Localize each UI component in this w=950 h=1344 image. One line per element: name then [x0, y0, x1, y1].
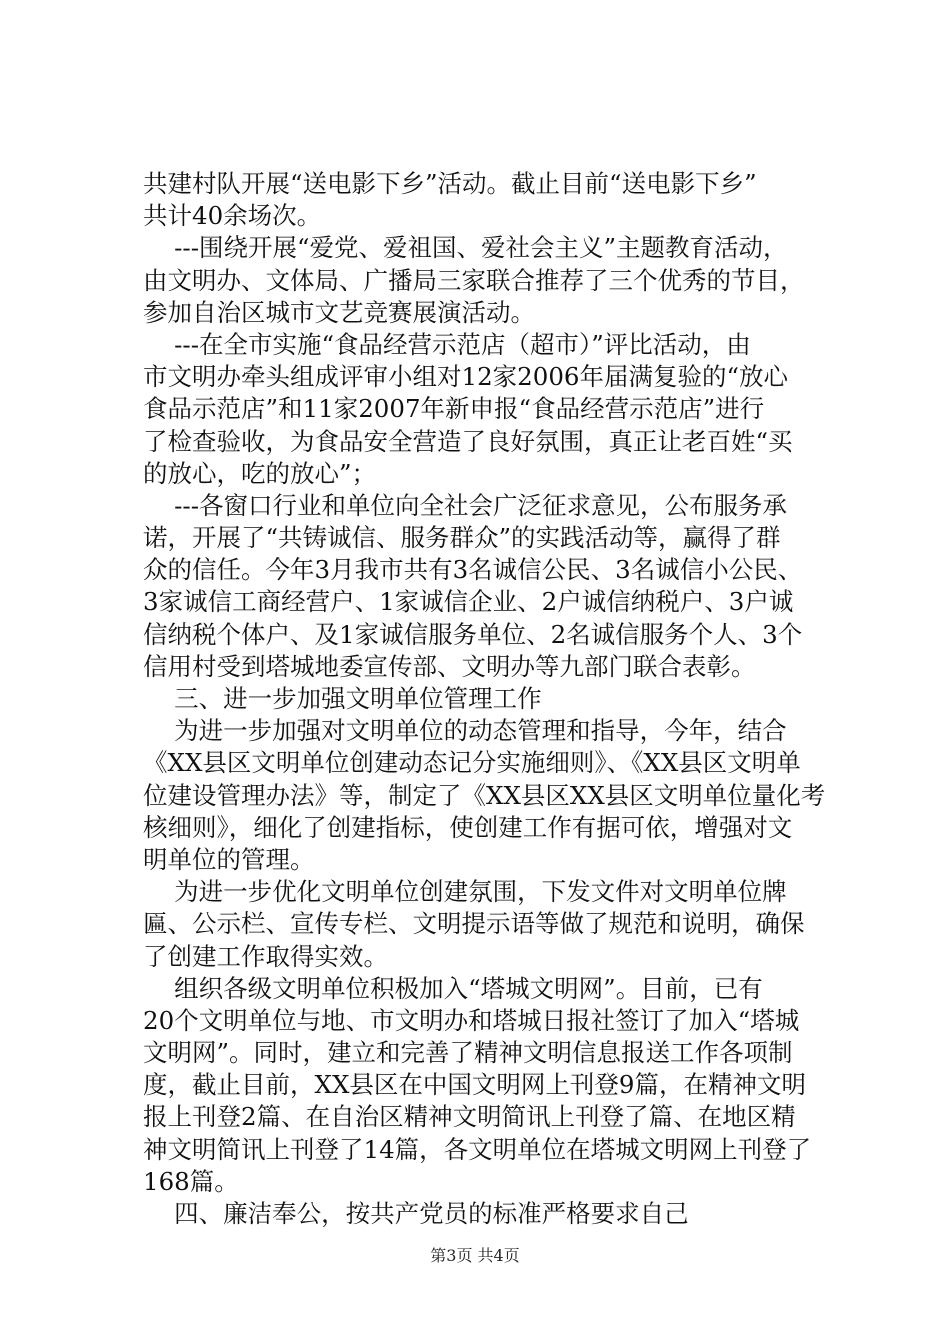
text-line: ---各窗口行业和单位向全社会广泛征求意见，公布服务承 [143, 490, 787, 520]
section-heading: 四、廉洁奉公，按共产党员的标准严格要求自己 [143, 1199, 689, 1228]
text-line: 为进一步加强对文明单位的动态管理和指导，今年，结合 [143, 716, 787, 746]
text-line: 众的信任。今年3月我市共有3名诚信公民、3名诚信小公民、 [143, 555, 803, 585]
text-line: 信纳税个体户、及1家诚信服务单位、2名诚信服务个人、3个 [143, 619, 803, 649]
text-line: 《XX县区文明单位创建动态记分实施细则》、《XX县区文明单 [143, 748, 801, 778]
text-line: 168篇。 [143, 1166, 239, 1196]
text-line: 市文明办牵头组成评审小组对12家2006年届满复验的“放心 [143, 362, 789, 392]
text-line: 明单位的管理。 [143, 844, 315, 874]
text-line: 为进一步优化文明单位创建氛围，下发文件对文明单位牌 [143, 877, 787, 907]
section-heading: 三、进一步加强文明单位管理工作 [143, 684, 542, 713]
text-line: 匾、公示栏、宣传专栏、文明提示语等做了规范和说明，确保 [143, 909, 805, 939]
text-line: 了创建工作取得实效。 [143, 941, 388, 971]
text-line: 位建设管理办法》等，制定了《XX县区XX县区文明单位量化考 [143, 780, 826, 810]
text-line: ---围绕开展“爱党、爱祖国、爱社会主义”主题教育活动， [143, 233, 788, 263]
text-line: 由文明办、文体局、广播局三家联合推荐了三个优秀的节目， [143, 265, 805, 295]
text-line: 诺，开展了“共铸诚信、服务群众”的实践活动等，赢得了群 [143, 523, 781, 553]
text-line: 20个文明单位与地、市文明办和塔城日报社签订了加入“塔城 [143, 1005, 800, 1035]
text-line: 文明网”。同时，建立和完善了精神文明信息报送工作各项制 [143, 1038, 793, 1068]
text-line: 度，截止目前，XX县区在中国文明网上刊登9篇，在精神文明 [143, 1070, 806, 1100]
document-body [143, 168, 833, 1230]
text-line: 信用村受到塔城地委宣传部、文明办等九部门联合表彰。 [143, 651, 756, 681]
text-line: 参加自治区城市文艺竞赛展演活动。 [143, 297, 535, 327]
text-line: 3家诚信工商经营户、1家诚信企业、2户诚信纳税户、3户诚 [143, 587, 794, 617]
text-line: 神文明简讯上刊登了14篇，各文明单位在塔城文明网上刊登了 [143, 1134, 812, 1164]
text-line: 核细则》，细化了创建指标，使创建工作有据可依，增强对文 [143, 812, 793, 842]
text-line: 共计40余场次。 [143, 201, 322, 231]
text-line: 食品示范店”和11家2007年新申报“食品经营示范店”进行 [143, 394, 765, 424]
text-line: ---在全市实施“食品经营示范店（超市）”评比活动，由 [143, 329, 751, 359]
text-line: 了检查验收，为食品安全营造了良好氛围，真正让老百姓“买 [143, 426, 793, 456]
text-line: 组织各级文明单位积极加入“塔城文明网”。目前，已有 [143, 973, 763, 1003]
text-line: 的放心，吃的放心”； [143, 458, 377, 488]
page-number-footer: 第3页 共4页 [430, 1246, 520, 1265]
text-line: 共建村队开展“送电影下乡”活动。截止目前“送电影下乡” [143, 169, 757, 198]
text-line: 报上刊登2篇、在自治区精神文明简讯上刊登了篇、在地区精 [143, 1102, 796, 1132]
